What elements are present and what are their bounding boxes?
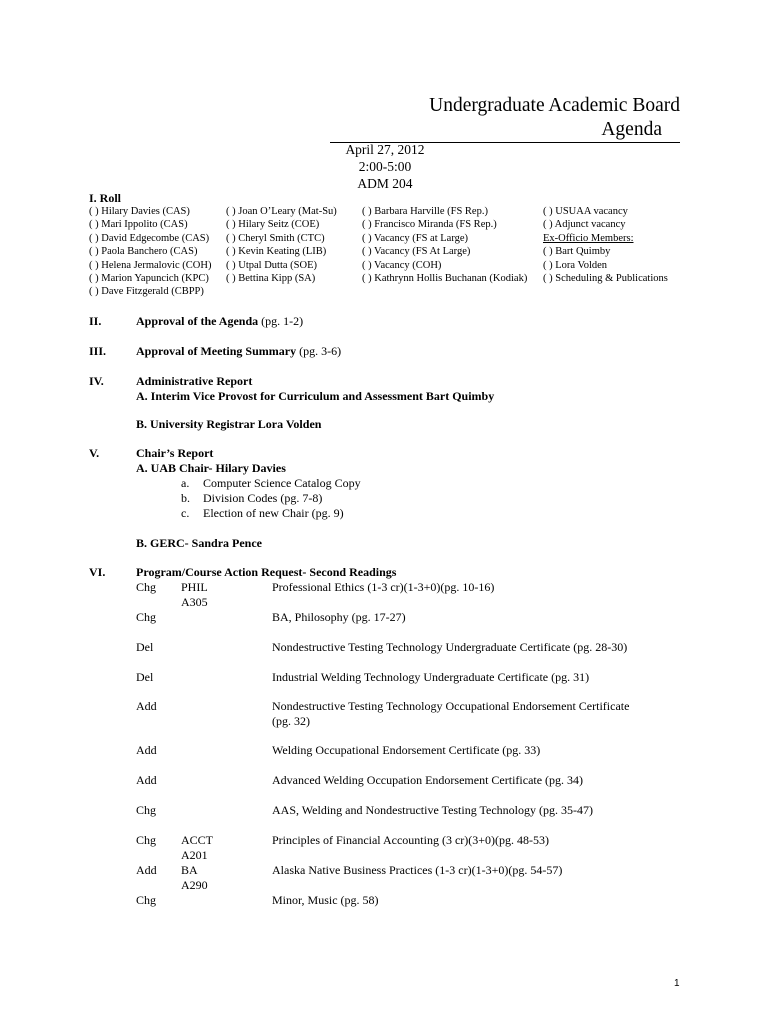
action-description: Minor, Music (pg. 58)	[272, 893, 379, 907]
action-course: PHIL A305	[181, 580, 208, 609]
action-type: Add	[136, 743, 157, 757]
section-title: Program/Course Action Request- Second Readings	[136, 565, 397, 579]
section-title: Approval of Meeting Summary	[136, 344, 297, 358]
section-body	[136, 344, 341, 359]
section-title: Chair’s Report	[136, 446, 214, 460]
action-type: Del	[136, 670, 154, 684]
list-letter: b.	[181, 491, 190, 505]
roll-entry: ( ) Joan O’Leary (Mat-Su)	[226, 206, 337, 217]
list-letter: c.	[181, 506, 190, 520]
roll-entry: ( ) Barbara Harville (FS Rep.)	[362, 206, 488, 217]
roll-entry: ( ) Bettina Kipp (SA)	[226, 273, 316, 285]
roll-entry: ( ) Dave Fitzgerald (CBPP)	[89, 286, 204, 298]
list-item	[181, 506, 344, 521]
action-description: Alaska Native Business Practices (1-3 cr)(1-3+0)(pg. 54-57)	[272, 863, 563, 877]
roll-entry: ( ) Mari Ippolito (CAS)	[89, 219, 188, 231]
action-description: BA, Philosophy (pg. 17-27)	[272, 610, 406, 624]
action-type: Chg	[136, 893, 157, 907]
title-line-1: Undergraduate Academic Board	[429, 95, 680, 116]
section-page-ref: (pg. 3-6)	[296, 344, 342, 358]
section-numeral: III.	[89, 344, 107, 358]
action-description: Nondestructive Testing Technology Occupational Endorsement Certificate	[272, 699, 630, 713]
roll-entry: ( ) Kevin Keating (LIB)	[226, 246, 327, 258]
roll-entry: ( ) Utpal Dutta (SOE)	[226, 259, 317, 271]
roll-entry: ( ) Vacancy (FS at Large)	[362, 232, 469, 244]
list-letter: a.	[181, 476, 190, 490]
action-type: Add	[136, 773, 157, 787]
roll-entry: ( ) Scheduling & Publications	[543, 273, 668, 285]
section-title: Approval of the Agenda	[136, 314, 259, 328]
roll-entry: ( ) Hilary Seitz (COE)	[226, 219, 320, 231]
title-line-2: Agenda	[601, 119, 662, 140]
roll-column-1	[89, 205, 211, 299]
action-type: Chg	[136, 803, 157, 817]
roll-entry: ( ) Cheryl Smith (CTC)	[226, 232, 325, 244]
roll-entry: ( ) Vacancy (COH)	[362, 259, 442, 271]
roll-entry: ( ) Paola Banchero (CAS)	[89, 246, 198, 258]
roll-entry: ( ) Lora Volden	[543, 259, 608, 271]
roll-column-3	[362, 205, 527, 285]
subsection-b: B. GERC- Sandra Pence	[136, 536, 262, 550]
subsection-a: A. UAB Chair- Hilary Davies	[136, 461, 286, 475]
page-number: 1	[674, 978, 680, 989]
roll-entry: ( ) Marion Yapuncich (KPC)	[89, 273, 209, 285]
action-type: Chg	[136, 833, 157, 847]
list-text: Computer Science Catalog Copy	[203, 476, 361, 490]
action-type: Chg	[136, 580, 157, 594]
action-description: AAS, Welding and Nondestructive Testing Technology (pg. 35-47)	[272, 803, 593, 817]
action-type: Add	[136, 699, 157, 713]
list-item	[181, 476, 361, 491]
roll-entry: ( ) David Edgecombe (CAS)	[89, 232, 210, 244]
roll-column-2	[226, 205, 337, 285]
action-description: Industrial Welding Technology Undergraduate Certificate (pg. 31)	[272, 670, 590, 684]
section-body	[136, 446, 286, 476]
roll-entry: ( ) Helena Jermalovic (COH)	[89, 259, 212, 271]
meeting-info	[300, 141, 470, 192]
subsection-a: A. Interim Vice Provost for Curriculum and Assessment Bart Quimby	[136, 389, 495, 403]
section-numeral: II.	[89, 314, 102, 328]
action-description-continued: (pg. 32)	[272, 714, 310, 728]
section-numeral: V.	[89, 446, 100, 460]
roll-heading: I. Roll	[89, 191, 122, 205]
section-body	[136, 314, 303, 329]
meeting-date: April 27, 2012	[345, 142, 425, 157]
action-course: ACCT A201	[181, 833, 213, 862]
action-type: Chg	[136, 610, 157, 624]
section-page-ref: (pg. 1-2)	[258, 314, 304, 328]
action-description: Welding Occupational Endorsement Certificate (pg. 33)	[272, 743, 541, 757]
list-text: Division Codes (pg. 7-8)	[203, 491, 323, 505]
meeting-time: 2:00-5:00	[358, 159, 412, 174]
action-description: Nondestructive Testing Technology Undergraduate Certificate (pg. 28-30)	[272, 640, 628, 654]
meeting-location: ADM 204	[357, 176, 413, 191]
section-numeral: VI.	[89, 565, 106, 579]
section-numeral: IV.	[89, 374, 104, 388]
action-description: Professional Ethics (1-3 cr)(1-3+0)(pg. 10-16)	[272, 580, 495, 594]
roll-entry: ( ) Kathrynn Hollis Buchanan (Kodiak)	[362, 273, 528, 285]
list-item	[181, 491, 322, 506]
roll-entry: ( ) Vacancy (FS At Large)	[362, 246, 471, 258]
action-course: BA A290	[181, 863, 208, 892]
action-description: Advanced Welding Occupation Endorsement Certificate (pg. 34)	[272, 773, 584, 787]
roll-entry: ( ) Hilary Davies (CAS)	[89, 206, 190, 217]
roll-column-4	[543, 205, 668, 285]
roll-entry: ( ) Francisco Miranda (FS Rep.)	[362, 219, 497, 231]
section-title: Administrative Report	[136, 374, 253, 388]
ex-officio-heading: Ex-Officio Members:	[543, 232, 634, 244]
action-type: Add	[136, 863, 157, 877]
section-body	[136, 374, 494, 404]
list-text: Election of new Chair (pg. 9)	[203, 506, 344, 520]
roll-entry: ( ) USUAA vacancy	[543, 206, 628, 217]
roll-entry: ( ) Bart Quimby	[543, 246, 611, 258]
roll-entry: ( ) Adjunct vacancy	[543, 219, 626, 231]
subsection-b: B. University Registrar Lora Volden	[136, 417, 322, 431]
document-title	[330, 94, 680, 143]
action-type: Del	[136, 640, 154, 654]
action-description: Principles of Financial Accounting (3 cr)(3+0)(pg. 48-53)	[272, 833, 550, 847]
